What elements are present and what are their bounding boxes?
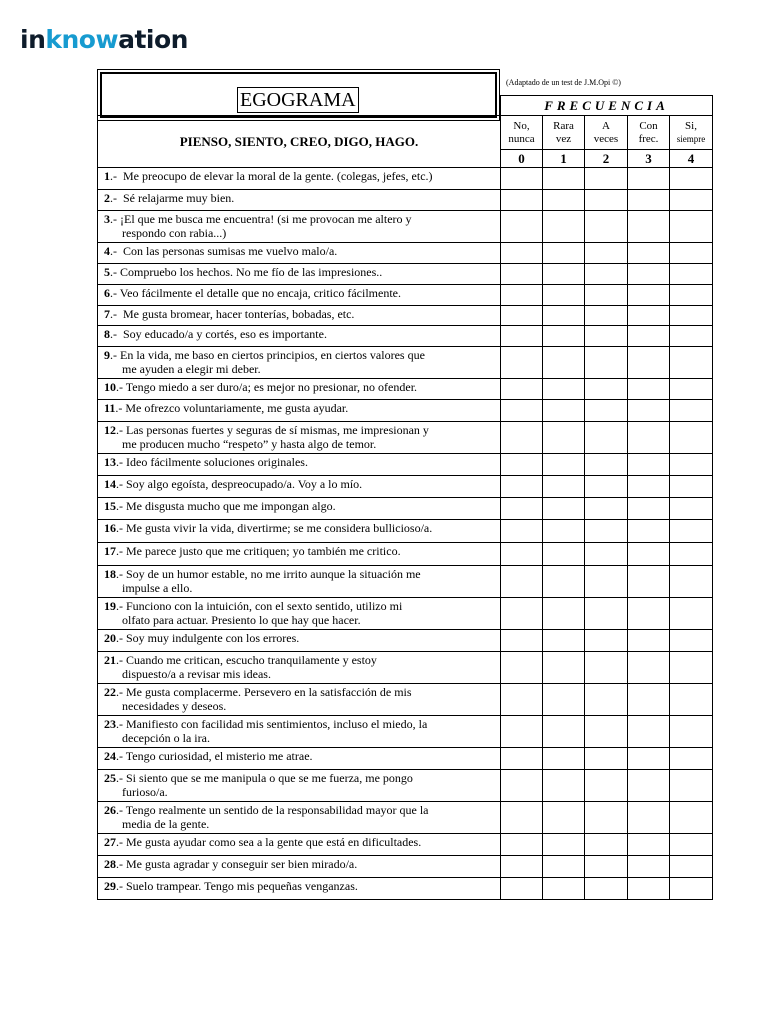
statement-row [98, 652, 713, 684]
answer-cell-2[interactable] [585, 379, 628, 400]
statement-number: 24 [104, 749, 116, 763]
statement-line: Si siento que se me manipula o que se me fuerza, me pongo [126, 771, 413, 785]
statement-line: Me gusta vivir la vida, divertirme; se me considera bullicioso/a. [126, 521, 433, 535]
statement-line: Tengo curiosidad, el misterio me atrae. [125, 749, 313, 763]
statement-line: Soy algo egoísta, despreocupado/a. Voy a lo mío. [126, 477, 363, 491]
statement-row [98, 347, 713, 379]
answer-cell-2[interactable] [585, 770, 628, 802]
answer-cell-0[interactable] [501, 520, 543, 543]
statement-row [98, 454, 713, 476]
answer-cell-2[interactable] [585, 347, 628, 379]
statement-line: Las personas fuertes y seguras de sí mismas, me impresionan y [126, 423, 429, 437]
statement-text: 29.- Suelo trampear. Tengo mis pequeñas venganzas. [98, 878, 501, 900]
answer-cell-3[interactable] [628, 347, 670, 379]
answer-cell-4[interactable] [670, 598, 713, 630]
statement-line: Me gusta ayudar como sea a la gente que está en dificultades. [126, 835, 422, 849]
answer-cell-4[interactable] [670, 498, 713, 520]
answer-cell-1[interactable] [543, 264, 585, 285]
statement-line-continued: me producen mucho “respeto” y hasta algo de temor. [122, 437, 377, 451]
answer-cell-0[interactable] [501, 243, 543, 264]
answer-cell-3[interactable] [628, 476, 670, 498]
answer-cell-2[interactable] [585, 454, 628, 476]
option-value-2: 2 [585, 150, 628, 168]
statement-line-continued: impulse a ello. [122, 581, 193, 595]
statement-number: 11 [104, 401, 116, 415]
answer-cell-0[interactable] [501, 802, 543, 834]
answer-cell-4[interactable] [670, 652, 713, 684]
answer-cell-3[interactable] [628, 566, 670, 598]
answer-cell-4[interactable] [670, 422, 713, 454]
statement-line: Ideo fácilmente soluciones originales. [126, 455, 308, 469]
answer-cell-1[interactable] [543, 498, 585, 520]
frequency-title: FRECUENCIA [501, 96, 713, 116]
answer-cell-4[interactable] [670, 190, 713, 211]
statement-row [98, 598, 713, 630]
statement-line: Soy de un humor estable, no me irrito aunque la situación me [126, 567, 421, 581]
statement-line-continued: media de la gente. [122, 817, 210, 831]
statement-row [98, 400, 713, 422]
statement-row [98, 520, 713, 543]
statement-number: 17 [104, 544, 116, 558]
answer-cell-1[interactable] [543, 630, 585, 652]
answer-cell-3[interactable] [628, 802, 670, 834]
statement-text: 9.- En la vida, me baso en ciertos principios, en ciertos valores que me ayuden a elegir mi deber. [98, 347, 501, 379]
answer-cell-1[interactable] [543, 422, 585, 454]
answer-cell-2[interactable] [585, 566, 628, 598]
statement-number: 9 [104, 348, 110, 362]
statement-text: 12.- Las personas fuertes y seguras de sí mismas, me impresionan y me producen mucho “respeto” y hasta algo de temor. [98, 422, 501, 454]
answer-cell-0[interactable] [501, 190, 543, 211]
answer-cell-1[interactable] [543, 243, 585, 264]
statement-row [98, 716, 713, 748]
statement-row [98, 190, 713, 211]
statement-line: Me parece justo que me critiquen; yo también me critico. [126, 544, 401, 558]
statement-row [98, 684, 713, 716]
statement-line: Compruebo los hechos. No me fío de las impresiones.. [120, 265, 383, 279]
answer-cell-2[interactable] [585, 543, 628, 566]
answer-cell-0[interactable] [501, 379, 543, 400]
answer-cell-1[interactable] [543, 400, 585, 422]
answer-cell-4[interactable] [670, 630, 713, 652]
answer-cell-3[interactable] [628, 652, 670, 684]
answer-cell-0[interactable] [501, 347, 543, 379]
statement-number: 6 [104, 286, 110, 300]
statement-number: 26 [104, 803, 116, 817]
statement-text: 3.- ¡El que me busca me encuentra! (si me provocan me altero y respondo con rabia...) [98, 211, 501, 243]
answer-cell-0[interactable] [501, 422, 543, 454]
logo-part-ation: ation [118, 25, 188, 54]
answer-cell-2[interactable] [585, 400, 628, 422]
statement-number: 27 [104, 835, 116, 849]
answer-cell-0[interactable] [501, 878, 543, 900]
statement-text: 25.- Si siento que se me manipula o que se me fuerza, me pongo furioso/a. [98, 770, 501, 802]
answer-cell-4[interactable] [670, 856, 713, 878]
statement-line: Cuando me critican, escucho tranquilamente y estoy [126, 653, 377, 667]
statement-text: 10.- Tengo miedo a ser duro/a; es mejor no presionar, no ofender. [98, 379, 501, 400]
statement-row [98, 878, 713, 900]
answer-cell-3[interactable] [628, 543, 670, 566]
option-header-1: Rara vez [543, 116, 585, 150]
option-value-0: 0 [501, 150, 543, 168]
statement-line: Funciono con la intuición, con el sexto sentido, utilizo mi [126, 599, 403, 613]
answer-cell-2[interactable] [585, 834, 628, 856]
answer-cell-4[interactable] [670, 379, 713, 400]
statement-line: Me gusta complacerme. Persevero en la satisfacción de mis [126, 685, 412, 699]
answer-cell-1[interactable] [543, 168, 585, 190]
answer-cell-1[interactable] [543, 598, 585, 630]
statement-line: ¡El que me busca me encuentra! (si me provocan me altero y [120, 212, 412, 226]
option-header-3: Con frec. [628, 116, 670, 150]
statement-text: 15.- Me disgusta mucho que me impongan algo. [98, 498, 501, 520]
answer-cell-0[interactable] [501, 856, 543, 878]
answer-cell-2[interactable] [585, 878, 628, 900]
answer-cell-1[interactable] [543, 856, 585, 878]
answer-cell-0[interactable] [501, 543, 543, 566]
answer-cell-4[interactable] [670, 543, 713, 566]
statement-number: 10 [104, 380, 116, 394]
statement-row [98, 285, 713, 306]
answer-cell-4[interactable] [670, 400, 713, 422]
source-note: (Adaptado de un test de J.M.Opi ©) [506, 78, 621, 87]
statement-row [98, 802, 713, 834]
answer-cell-4[interactable] [670, 684, 713, 716]
answer-cell-0[interactable] [501, 748, 543, 770]
answer-cell-3[interactable] [628, 400, 670, 422]
answer-cell-3[interactable] [628, 264, 670, 285]
answer-cell-0[interactable] [501, 400, 543, 422]
logo-part-know: know [45, 25, 119, 54]
statement-line-continued: olfato para actuar. Presiento lo que hay que hacer. [122, 613, 361, 627]
answer-cell-4[interactable] [670, 878, 713, 900]
statement-number: 23 [104, 717, 116, 731]
statement-number: 12 [104, 423, 116, 437]
statement-line: Veo fácilmente el detalle que no encaja, critico fácilmente. [119, 286, 401, 300]
answer-cell-2[interactable] [585, 476, 628, 498]
answer-cell-3[interactable] [628, 326, 670, 347]
statement-row [98, 168, 713, 190]
answer-cell-2[interactable] [585, 748, 628, 770]
answer-cell-3[interactable] [628, 211, 670, 243]
answer-cell-3[interactable] [628, 630, 670, 652]
statement-number: 16 [104, 521, 116, 535]
answer-cell-2[interactable] [585, 802, 628, 834]
answer-cell-4[interactable] [670, 566, 713, 598]
statement-number: 20 [104, 631, 116, 645]
answer-cell-0[interactable] [501, 326, 543, 347]
answer-cell-0[interactable] [501, 211, 543, 243]
answer-cell-0[interactable] [501, 264, 543, 285]
statement-line: Suelo trampear. Tengo mis pequeñas venganzas. [126, 879, 358, 893]
answer-cell-3[interactable] [628, 716, 670, 748]
statement-text: 14.- Soy algo egoísta, despreocupado/a. Voy a lo mío. [98, 476, 501, 498]
answer-cell-0[interactable] [501, 770, 543, 802]
answer-cell-3[interactable] [628, 856, 670, 878]
answer-cell-2[interactable] [585, 306, 628, 326]
answer-cell-1[interactable] [543, 878, 585, 900]
answer-cell-4[interactable] [670, 306, 713, 326]
statement-number: 3 [104, 212, 110, 226]
answer-cell-1[interactable] [543, 748, 585, 770]
statement-row [98, 834, 713, 856]
answer-cell-0[interactable] [501, 566, 543, 598]
statement-row [98, 856, 713, 878]
answer-cell-1[interactable] [543, 285, 585, 306]
answer-cell-2[interactable] [585, 211, 628, 243]
answer-cell-1[interactable] [543, 379, 585, 400]
statement-line: Tengo miedo a ser duro/a; es mejor no presionar, no ofender. [125, 380, 418, 394]
statement-text: 27.- Me gusta ayudar como sea a la gente que está en dificultades. [98, 834, 501, 856]
answer-cell-0[interactable] [501, 834, 543, 856]
answer-cell-4[interactable] [670, 168, 713, 190]
answer-cell-3[interactable] [628, 306, 670, 326]
logo-part-in: in [20, 25, 46, 54]
answer-cell-3[interactable] [628, 684, 670, 716]
statement-row [98, 770, 713, 802]
answer-cell-2[interactable] [585, 168, 628, 190]
answer-cell-3[interactable] [628, 422, 670, 454]
statement-row [98, 306, 713, 326]
answer-cell-2[interactable] [585, 285, 628, 306]
answer-cell-0[interactable] [501, 476, 543, 498]
statement-line: Con las personas sumisas me vuelvo malo/a. [123, 244, 338, 258]
answer-cell-0[interactable] [501, 684, 543, 716]
statement-row [98, 211, 713, 243]
statement-line: Tengo realmente un sentido de la responsabilidad mayor que la [125, 803, 429, 817]
answer-cell-3[interactable] [628, 379, 670, 400]
statement-line: Me disgusta mucho que me impongan algo. [126, 499, 336, 513]
option-value-3: 3 [628, 150, 670, 168]
answer-cell-0[interactable] [501, 168, 543, 190]
answer-cell-2[interactable] [585, 422, 628, 454]
answer-cell-3[interactable] [628, 598, 670, 630]
option-header-4: Si, siempre [670, 116, 713, 150]
answer-cell-0[interactable] [501, 454, 543, 476]
answer-cell-2[interactable] [585, 520, 628, 543]
statement-line-continued: dispuesto/a a revisar mis ideas. [122, 667, 271, 681]
option-header-0: No, nunca [501, 116, 543, 150]
answer-cell-0[interactable] [501, 306, 543, 326]
answer-cell-4[interactable] [670, 520, 713, 543]
answer-cell-3[interactable] [628, 190, 670, 211]
option-value-4: 4 [670, 150, 713, 168]
statement-line-continued: furioso/a. [122, 785, 168, 799]
statement-row [98, 379, 713, 400]
answer-cell-4[interactable] [670, 347, 713, 379]
answer-cell-2[interactable] [585, 856, 628, 878]
answer-cell-3[interactable] [628, 748, 670, 770]
statement-text: 22.- Me gusta complacerme. Persevero en la satisfacción de mis necesidades y deseos. [98, 684, 501, 716]
statement-row [98, 566, 713, 598]
answer-cell-2[interactable] [585, 243, 628, 264]
answer-cell-1[interactable] [543, 716, 585, 748]
statement-row [98, 422, 713, 454]
answer-cell-4[interactable] [670, 243, 713, 264]
statement-text: 18.- Soy de un humor estable, no me irrito aunque la situación me impulse a ello. [98, 566, 501, 598]
statement-number: 1 [104, 169, 110, 183]
statement-line-continued: decepción o la ira. [122, 731, 210, 745]
answer-cell-3[interactable] [628, 770, 670, 802]
statement-line: Soy muy indulgente con los errores. [126, 631, 300, 645]
statement-text: 24.- Tengo curiosidad, el misterio me atrae. [98, 748, 501, 770]
answer-cell-1[interactable] [543, 684, 585, 716]
answer-cell-3[interactable] [628, 168, 670, 190]
answer-cell-0[interactable] [501, 652, 543, 684]
answer-cell-4[interactable] [670, 802, 713, 834]
answer-cell-2[interactable] [585, 498, 628, 520]
statement-line-continued: me ayuden a elegir mi deber. [122, 362, 261, 376]
answer-cell-1[interactable] [543, 652, 585, 684]
statement-line-continued: respondo con rabia...) [122, 226, 227, 240]
statement-number: 2 [104, 191, 110, 205]
statement-number: 21 [104, 653, 116, 667]
answer-cell-1[interactable] [543, 770, 585, 802]
answer-cell-4[interactable] [670, 211, 713, 243]
answer-cell-4[interactable] [670, 476, 713, 498]
answer-cell-2[interactable] [585, 326, 628, 347]
statement-row [98, 498, 713, 520]
answer-cell-0[interactable] [501, 716, 543, 748]
statement-number: 22 [104, 685, 116, 699]
answer-cell-2[interactable] [585, 630, 628, 652]
statement-line: Manifiesto con facilidad mis sentimientos, incluso el miedo, la [126, 717, 428, 731]
answer-cell-2[interactable] [585, 652, 628, 684]
statement-line: En la vida, me baso en ciertos principios, en ciertos valores que [120, 348, 425, 362]
statement-line: Me gusta bromear, hacer tonterías, bobadas, etc. [123, 307, 355, 321]
statement-row [98, 326, 713, 347]
statement-text: 1.- Me preocupo de elevar la moral de la gente. (colegas, jefes, etc.) [98, 168, 501, 190]
answer-cell-2[interactable] [585, 716, 628, 748]
statement-line: Me gusta agradar y conseguir ser bien mirado/a. [126, 857, 358, 871]
statement-number: 14 [104, 477, 116, 491]
answer-cell-3[interactable] [628, 878, 670, 900]
answer-cell-1[interactable] [543, 454, 585, 476]
answer-cell-4[interactable] [670, 834, 713, 856]
answer-cell-1[interactable] [543, 802, 585, 834]
statement-text: 7.- Me gusta bromear, hacer tonterías, bobadas, etc. [98, 306, 501, 326]
answer-cell-3[interactable] [628, 454, 670, 476]
statement-line: Sé relajarme muy bien. [123, 191, 235, 205]
statement-text: 26.- Tengo realmente un sentido de la responsabilidad mayor que la media de la gente. [98, 802, 501, 834]
answer-cell-1[interactable] [543, 520, 585, 543]
statement-text: 21.- Cuando me critican, escucho tranquilamente y estoy dispuesto/a a revisar mis ideas. [98, 652, 501, 684]
answer-cell-1[interactable] [543, 347, 585, 379]
answer-cell-1[interactable] [543, 326, 585, 347]
statement-text: 2.- Sé relajarme muy bien. [98, 190, 501, 211]
statement-text: 20.- Soy muy indulgente con los errores. [98, 630, 501, 652]
option-header-2: A veces [585, 116, 628, 150]
statement-row [98, 243, 713, 264]
answer-cell-1[interactable] [543, 190, 585, 211]
statement-text: 17.- Me parece justo que me critiquen; yo también me critico. [98, 543, 501, 566]
answer-cell-4[interactable] [670, 264, 713, 285]
statement-text: 5.- Compruebo los hechos. No me fío de las impresiones.. [98, 264, 501, 285]
statement-number: 5 [104, 265, 110, 279]
answer-cell-4[interactable] [670, 454, 713, 476]
option-value-1: 1 [543, 150, 585, 168]
answer-cell-4[interactable] [670, 326, 713, 347]
answer-cell-4[interactable] [670, 748, 713, 770]
statement-row [98, 476, 713, 498]
answer-cell-2[interactable] [585, 598, 628, 630]
answer-cell-0[interactable] [501, 498, 543, 520]
statement-line: Soy educado/a y cortés, eso es importante. [123, 327, 327, 341]
statement-number: 28 [104, 857, 116, 871]
statement-number: 13 [104, 455, 116, 469]
statement-line: Me ofrezco voluntariamente, me gusta ayudar. [125, 401, 349, 415]
answer-cell-0[interactable] [501, 598, 543, 630]
answer-cell-3[interactable] [628, 520, 670, 543]
statement-row [98, 630, 713, 652]
statement-number: 15 [104, 499, 116, 513]
statement-text: 8.- Soy educado/a y cortés, eso es importante. [98, 326, 501, 347]
statement-header: PIENSO, SIENTO, CREO, DIGO, HAGO. [98, 116, 501, 168]
document-title: EGOGRAMA [237, 87, 359, 113]
statement-number: 8 [104, 327, 110, 341]
statement-number: 18 [104, 567, 116, 581]
answer-cell-4[interactable] [670, 285, 713, 306]
answer-cell-3[interactable] [628, 498, 670, 520]
statement-number: 19 [104, 599, 116, 613]
answer-cell-3[interactable] [628, 285, 670, 306]
statement-number: 7 [104, 307, 110, 321]
answer-cell-3[interactable] [628, 243, 670, 264]
statement-text: 11.- Me ofrezco voluntariamente, me gusta ayudar. [98, 400, 501, 422]
inknowation-logo [20, 23, 188, 57]
answer-cell-0[interactable] [501, 285, 543, 306]
answer-cell-4[interactable] [670, 716, 713, 748]
answer-cell-1[interactable] [543, 211, 585, 243]
answer-cell-1[interactable] [543, 566, 585, 598]
statement-text: 23.- Manifiesto con facilidad mis sentimientos, incluso el miedo, la decepción o la ira. [98, 716, 501, 748]
answer-cell-1[interactable] [543, 306, 585, 326]
egograma-table [97, 95, 713, 900]
statement-text: 6.- Veo fácilmente el detalle que no encaja, critico fácilmente. [98, 285, 501, 306]
statement-number: 25 [104, 771, 116, 785]
answer-cell-2[interactable] [585, 190, 628, 211]
answer-cell-1[interactable] [543, 543, 585, 566]
statement-text: 19.- Funciono con la intuición, con el sexto sentido, utilizo mi olfato para actuar. Presiento lo que hay que hacer. [98, 598, 501, 630]
answer-cell-3[interactable] [628, 834, 670, 856]
answer-cell-2[interactable] [585, 264, 628, 285]
statement-number: 29 [104, 879, 116, 893]
statement-number: 4 [104, 244, 110, 258]
answer-cell-2[interactable] [585, 684, 628, 716]
statement-row [98, 543, 713, 566]
statement-text: 13.- Ideo fácilmente soluciones originales. [98, 454, 501, 476]
statement-line: Me preocupo de elevar la moral de la gente. (colegas, jefes, etc.) [123, 169, 433, 183]
answer-cell-1[interactable] [543, 834, 585, 856]
statement-text: 28.- Me gusta agradar y conseguir ser bien mirado/a. [98, 856, 501, 878]
statement-row [98, 748, 713, 770]
answer-cell-1[interactable] [543, 476, 585, 498]
statement-row [98, 264, 713, 285]
statement-text: 4.- Con las personas sumisas me vuelvo malo/a. [98, 243, 501, 264]
answer-cell-4[interactable] [670, 770, 713, 802]
statement-text: 16.- Me gusta vivir la vida, divertirme; se me considera bullicioso/a. [98, 520, 501, 543]
statement-line-continued: necesidades y deseos. [122, 699, 227, 713]
answer-cell-0[interactable] [501, 630, 543, 652]
